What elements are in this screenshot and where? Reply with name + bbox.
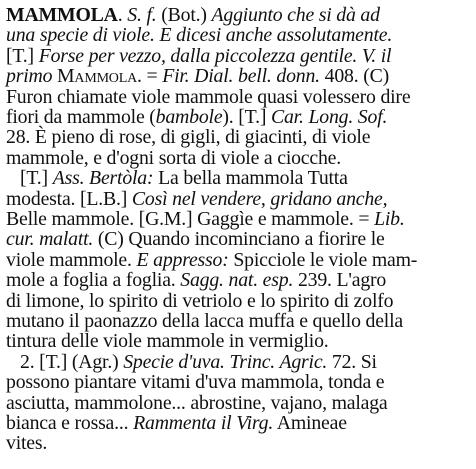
italic-text-run: Lib.	[374, 208, 405, 230]
italic-text-run: Specie d'uva. Trinc. Agric.	[123, 350, 328, 373]
entry-text-run: tintura delle viole mammole in vermiglio.	[6, 330, 329, 353]
entry-text-run: Amineae	[273, 412, 347, 434]
entry-text-run: 239. L'agro	[293, 269, 387, 292]
entry-text-run: (C) Quando incominciano a fiorire le	[93, 228, 385, 251]
entry-text-run: possono piantare vitami d'uva mammola, tonda e	[6, 371, 385, 394]
entry-line	[6, 412, 347, 435]
entry-text-run: Spicciole le viole mam-	[228, 248, 418, 271]
entry-text-run: modesta. [L.B.]	[6, 187, 132, 210]
entry-text-run: viole mammole.	[6, 248, 137, 271]
italic-text-run: Ass. Bertòla:	[52, 167, 154, 190]
entry-text-run: vites.	[6, 432, 48, 455]
smallcaps-text-run: Mammola	[57, 65, 137, 88]
entry-text-run: 408. (C)	[319, 65, 389, 88]
entry-text-run: mutano il paonazzo della lacca muffa e quello della	[6, 310, 403, 332]
entry-text-run: mole a foglia a foglia.	[6, 269, 181, 292]
entry-text-run: mammole, e d'ogni sorta di viole a ciocche.	[6, 146, 341, 169]
italic-text-run: E appresso:	[136, 248, 229, 271]
italic-text-run: Car. Long. Sof.	[270, 106, 388, 128]
headword: MAMMOLA	[6, 4, 118, 26]
italic-text-run: Così nel vendere, gridano anche,	[131, 187, 388, 210]
entry-text-run: Furon chiamate viole mammole quasi volessero dire	[6, 85, 411, 108]
italic-text-run: primo	[6, 65, 58, 88]
entry-text-run: [T.]	[20, 167, 53, 190]
entry-text-run: fiori da mammole (	[6, 106, 156, 128]
entry-text-run: 28. È pieno di rose, di gigli, di giacinti, di viole	[6, 126, 371, 149]
entry-text-run: La bella mammola Tutta	[153, 167, 348, 190]
entry-text-run: 2. [T.] (Agr.)	[20, 350, 124, 373]
italic-text-run: bambole	[155, 106, 223, 128]
italic-text-run: S. f.	[127, 4, 157, 26]
italic-text-run: Forse per vezzo, dalla piccolezza gentile. V. il	[38, 44, 392, 67]
entry-text-run: (Bot.)	[156, 4, 212, 26]
entry-text-run: Belle mammole. [G.M.] Gaggìe e mammole. =	[6, 208, 375, 230]
entry-text-run: 72. Si	[327, 350, 377, 373]
entry-text-run: bianca e rossa...	[6, 412, 134, 434]
italic-text-run: Sagg. nat. esp.	[180, 269, 294, 292]
entry-text-run: [T.]	[6, 44, 39, 67]
entry-text-run: ). [T.]	[222, 106, 271, 128]
italic-text-run: una specie di viole. E dicesi anche assolutamente.	[6, 24, 393, 47]
italic-text-run: cur. malatt.	[6, 228, 94, 251]
entry-text-run: di limone, lo spirito di vetriolo e lo spirito di zolfo	[6, 289, 394, 312]
italic-text-run: Fir. Dial. bell. donn.	[162, 65, 320, 88]
italic-text-run: Rammenta il Virg.	[133, 412, 274, 434]
entry-text-run: .	[117, 4, 128, 26]
entry-text-run: . =	[136, 65, 163, 88]
entry-text-run: asciutta, mammolone... abrostine, vajano, malaga	[6, 391, 388, 414]
italic-text-run: Aggiunto che si dà ad	[211, 4, 380, 26]
entry-line	[6, 432, 47, 455]
